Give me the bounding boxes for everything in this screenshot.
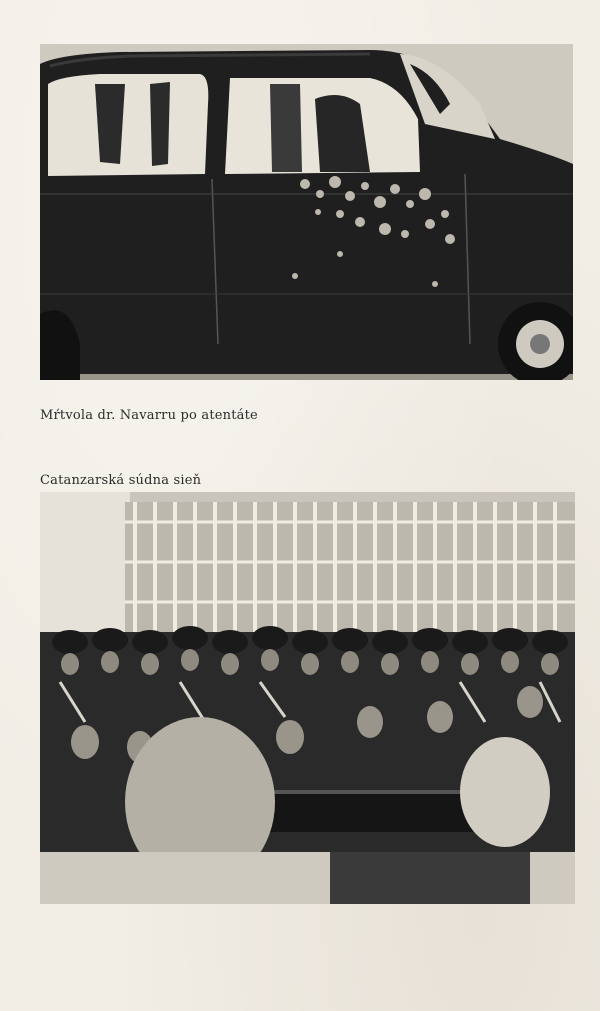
courtroom-photo-caption: Catanzarská súdna sieň xyxy=(40,473,202,488)
car-photo xyxy=(40,44,573,380)
courtroom-photo xyxy=(40,492,575,904)
car-photo-caption: Mŕtvola dr. Navarru po atentáte xyxy=(40,408,258,423)
car-photo-image xyxy=(40,44,573,380)
courtroom-photo-image xyxy=(40,492,575,904)
